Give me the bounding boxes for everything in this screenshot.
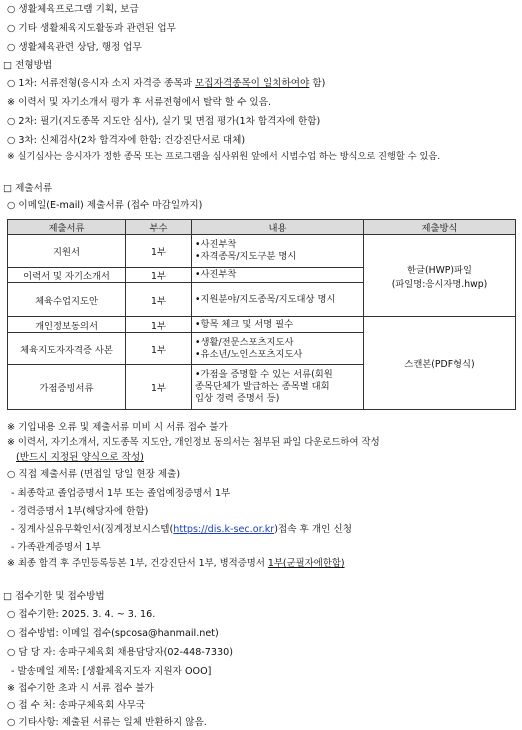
col-header-method: 제출방식 (364, 220, 516, 235)
documents-note2b: (반드시 지정된 양식으로 작성) (16, 452, 144, 463)
duty-other: ○ 기타 생활체육지도활동과 관련된 업무 (7, 23, 176, 34)
doc-name: 지원서 (8, 235, 126, 268)
col-header-document: 제출서류 (8, 220, 126, 235)
reception-contact: ○ 담 당 자: 송파구체육회 채용담당자(02-448-7330) (7, 647, 233, 658)
doc-content: •가점을 증명할 수 있는 서류(회원 종목단체가 발급하는 종목별 대회 입상 경력 증명서 등) (192, 365, 364, 410)
doc-content: •생활/전문스포츠지도사 •유소년/노인스포츠지도사 (192, 333, 364, 365)
discipline-system-link[interactable]: https://dis.k-sec.or.kr (173, 524, 275, 535)
selection-heading: □ 전형방법 (3, 60, 53, 71)
selection-step3: ○ 3차: 신체검사(2차 합격자에 한함: 건강진단서로 대체) (7, 135, 246, 146)
reception-late-note: ※ 접수기한 초과 시 서류 접수 불가 (7, 683, 154, 694)
selection-step1: ○ 1차: 서류전형(응시자 소지 자격증 종목과 모집자격종목이 일치하여야 함) (7, 78, 326, 89)
doc-name: 개인정보동의서 (8, 317, 126, 333)
selection-note1: ※ 이력서 및 자기소개서 평가 후 서류전형에서 탈락 할 수 있음. (7, 97, 272, 108)
email-documents-line: ○ 이메일(E-mail) 제출서류 (접수 마감일까지) (7, 200, 203, 211)
reception-period: ○ 접수기한: 2025. 3. 4. ~ 3. 16. (7, 609, 156, 620)
documents-note2: ※ 이력서, 자기소개서, 지도종목 지도안, 개인정보 동의서는 첨부된 파일 다운로드하여 작성 (7, 437, 380, 448)
onsite-family: - 가족관계증명서 1부 (11, 542, 101, 553)
onsite-career: - 경력증명서 1부(해당자에 한함) (11, 506, 149, 517)
doc-count: 1부 (126, 283, 192, 317)
duty-planning: ○ 생활체육프로그램 기획, 보급 (7, 4, 139, 15)
col-header-count: 부수 (126, 220, 192, 235)
onsite-discipline: - 징계사실유무확인서(징계정보시스템(https://dis.k-sec.or.kr)접속 후 개인 신청 (11, 524, 352, 535)
table-row (8, 235, 516, 268)
onsite-heading: ○ 직접 제출서류 (면접일 당일 현장 제출) (7, 469, 181, 480)
documents-note1: ※ 기입내용 오류 및 제출서류 미비 시 서류 접수 불가 (7, 422, 228, 433)
doc-count: 1부 (126, 317, 192, 333)
method-pdf: 스캔본(PDF형식) (364, 317, 516, 410)
submission-table (7, 219, 516, 410)
doc-count: 1부 (126, 365, 192, 410)
method-hwp: 한글(HWP)파일 (파일명:응시자명.hwp) (364, 235, 516, 317)
reception-heading: □ 접수기한 및 접수방법 (3, 591, 105, 602)
doc-count: 1부 (126, 235, 192, 268)
doc-name: 체육수업지도안 (8, 283, 126, 317)
reception-subject: - 발송메일 제목: [생활체육지도자 지원자 OOO] (11, 666, 212, 677)
selection-note2: ※ 실기심사는 응시자가 정한 종목 또는 프로그램을 심사위원 앞에서 시범수업 하는 방식으로 진행할 수 있음. (7, 151, 441, 162)
doc-name: 이력서 및 자기소개서 (8, 268, 126, 283)
reception-etc: ○ 기타사항: 제출된 서류는 일체 반환하지 않음. (7, 717, 207, 728)
doc-content: •지원분야/지도종목/지도대상 명시 (192, 283, 364, 317)
reception-place: ○ 접 수 처: 송파구체육회 사무국 (7, 700, 146, 711)
col-header-content: 내용 (192, 220, 364, 235)
onsite-graduation: - 최종학교 졸업증명서 1부 또는 졸업예정증명서 1부 (11, 488, 231, 499)
table-row (8, 317, 516, 333)
selection-step2: ○ 2차: 필기(지도종목 지도안 심사), 실기 및 면접 평가(1차 합격자에 한함) (7, 116, 321, 127)
doc-content: •사진부착 •자격종목/지도구분 명시 (192, 235, 364, 268)
doc-name: 가점증빙서류 (8, 365, 126, 410)
duty-admin: ○ 생활체육관련 상담, 행정 업무 (7, 42, 142, 53)
doc-name: 체육지도자자격증 사본 (8, 333, 126, 365)
doc-count: 1부 (126, 333, 192, 365)
doc-count: 1부 (126, 268, 192, 283)
reception-method: ○ 접수방법: 이메일 접수(spcosa@hanmail.net) (7, 628, 219, 639)
final-documents-note: ※ 최종 합격 후 주민등록등본 1부, 건강진단서 1부, 병적증명서 1부(군필자에한함) (7, 558, 345, 569)
doc-content: •항목 체크 및 서명 필수 (192, 317, 364, 333)
documents-heading: □ 제출서류 (3, 183, 53, 194)
doc-content: •사진부착 (192, 268, 364, 283)
